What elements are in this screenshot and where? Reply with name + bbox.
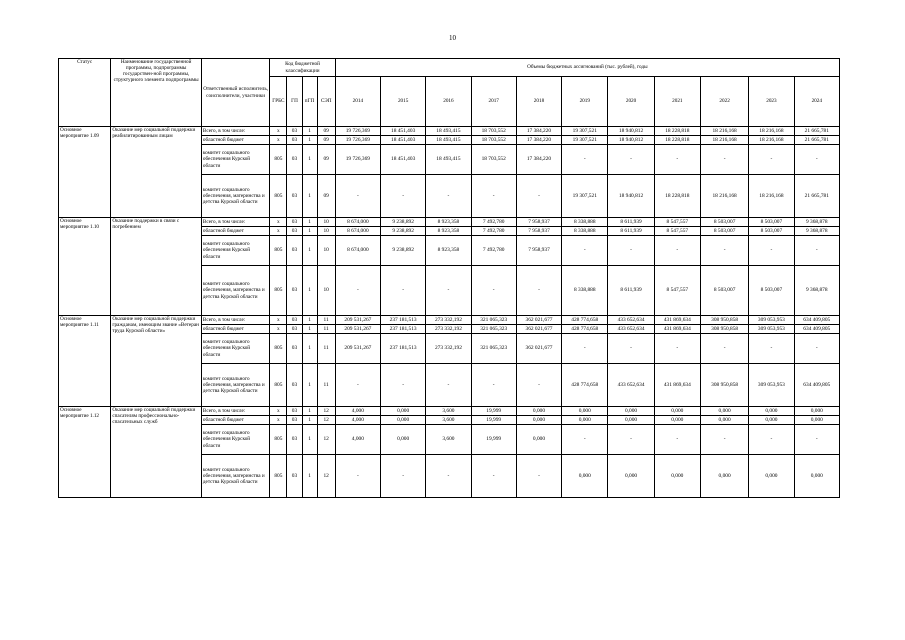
value-cell-2014: 4,000 [335, 425, 380, 455]
value-cell-2018: 0,000 [516, 407, 561, 416]
code-cell: 1 [302, 334, 317, 364]
participant-cell: областной бюджет [201, 325, 269, 334]
measure-name: Оказание поддержки в связи с погребением [111, 218, 202, 316]
code-cell: 805 [270, 175, 287, 218]
code-cell: 03 [287, 175, 302, 218]
value-cell-2015: 237 181,513 [381, 334, 426, 364]
value-cell-2018: 7 958,937 [516, 236, 561, 266]
value-cell-2023: 309 053,953 [749, 316, 794, 325]
value-cell-2018: 362 021,677 [516, 325, 561, 334]
value-cell-2018: 0,000 [516, 425, 561, 455]
value-cell-2014: 19 726,369 [335, 136, 380, 145]
code-cell: 805 [270, 364, 287, 407]
value-cell-2019: 0,000 [562, 416, 608, 425]
value-cell-2019: 19 307,521 [562, 136, 608, 145]
code-cell: 03 [287, 407, 302, 416]
code-cell: 03 [287, 316, 302, 325]
value-cell-2014: 209 531,267 [335, 316, 380, 325]
participant-cell: областной бюджет [201, 227, 269, 236]
value-cell-2023: - [749, 425, 794, 455]
value-cell-2024: 21 665,781 [794, 175, 839, 218]
code-cell: 1 [302, 145, 317, 175]
code-cell: 1 [302, 455, 317, 498]
value-cell-2015: 237 181,513 [381, 325, 426, 334]
value-cell-2024: 634 409,805 [794, 316, 839, 325]
value-cell-2024: - [794, 334, 839, 364]
value-cell-2018: 17 384,220 [516, 136, 561, 145]
header-year-2018: 2018 [516, 77, 561, 127]
value-cell-2014: 4,000 [335, 416, 380, 425]
header-year-2024: 2024 [794, 77, 839, 127]
value-cell-2024: 0,000 [794, 416, 839, 425]
value-cell-2017: 18 703,552 [471, 136, 516, 145]
value-cell-2021: 8 547,557 [654, 266, 700, 316]
header-year-2014: 2014 [335, 77, 380, 127]
value-cell-2019: - [562, 236, 608, 266]
budget-table [58, 58, 840, 498]
code-cell: 09 [317, 145, 335, 175]
code-cell: 12 [317, 455, 335, 498]
measure-name: Оказание мер социальной поддержки реабилитированным лицам [111, 127, 202, 218]
value-cell-2021: - [654, 334, 700, 364]
value-cell-2014: 19 726,369 [335, 145, 380, 175]
value-cell-2024: 9 368,878 [794, 227, 839, 236]
value-cell-2019: - [562, 425, 608, 455]
table-row [59, 407, 840, 416]
code-cell: 09 [317, 175, 335, 218]
value-cell-2017: 7 492,780 [471, 218, 516, 227]
value-cell-2018: 362 021,677 [516, 316, 561, 325]
value-cell-2021: 431 869,634 [654, 316, 700, 325]
value-cell-2017: 19,999 [471, 425, 516, 455]
value-cell-2024: 21 665,781 [794, 127, 839, 136]
code-cell: х [270, 127, 287, 136]
code-cell: 09 [317, 127, 335, 136]
value-cell-2020: - [608, 236, 654, 266]
code-cell: 11 [317, 325, 335, 334]
value-cell-2022: 8 503,007 [700, 218, 748, 227]
value-cell-2015: 18 451,403 [381, 136, 426, 145]
value-cell-2017: 18 703,552 [471, 145, 516, 175]
header-name: Наименование государственной программы, подпрограммы государствен-ной программы, структурного элемента подпрограммы [111, 59, 202, 127]
participant-cell: комитет социального обеспечения, материнства и детства Курской области [201, 455, 269, 498]
value-cell-2018: 362 021,677 [516, 334, 561, 364]
value-cell-2015: - [381, 175, 426, 218]
value-cell-2019: - [562, 145, 608, 175]
measure-status: Основное мероприятие 1.12 [59, 407, 111, 498]
header-status: Статус [59, 59, 111, 127]
value-cell-2015: 0,000 [381, 407, 426, 416]
value-cell-2016: 3,600 [426, 407, 471, 416]
value-cell-2019: - [562, 334, 608, 364]
value-cell-2016: 273 332,192 [426, 325, 471, 334]
table-body [59, 127, 840, 498]
value-cell-2023: 0,000 [749, 455, 794, 498]
value-cell-2022: 18 216,168 [700, 136, 748, 145]
value-cell-2017: 19,999 [471, 407, 516, 416]
code-cell: 03 [287, 334, 302, 364]
code-cell: 10 [317, 218, 335, 227]
value-cell-2016: 3,600 [426, 425, 471, 455]
code-cell: 1 [302, 175, 317, 218]
value-cell-2022: - [700, 145, 748, 175]
table-row [59, 218, 840, 227]
value-cell-2017: - [471, 175, 516, 218]
value-cell-2014: 209 531,267 [335, 334, 380, 364]
value-cell-2015: 9 238,892 [381, 227, 426, 236]
participant-cell: Всего, в том числе: [201, 316, 269, 325]
value-cell-2023: 8 503,007 [749, 218, 794, 227]
value-cell-2018: 17 384,220 [516, 127, 561, 136]
value-cell-2023: 18 216,168 [749, 136, 794, 145]
code-cell: 805 [270, 455, 287, 498]
value-cell-2023: 0,000 [749, 416, 794, 425]
value-cell-2020: - [608, 425, 654, 455]
value-cell-2021: 8 547,557 [654, 227, 700, 236]
value-cell-2014: 8 674,000 [335, 236, 380, 266]
participant-cell: Всего, в том числе: [201, 218, 269, 227]
code-cell: х [270, 227, 287, 236]
participant-cell: комитет социального обеспечения Курской области [201, 236, 269, 266]
value-cell-2016: 18 493,415 [426, 145, 471, 175]
header-code-2: пГП [302, 77, 317, 127]
value-cell-2020: 8 611,939 [608, 227, 654, 236]
value-cell-2021: - [654, 145, 700, 175]
value-cell-2016: 18 493,415 [426, 127, 471, 136]
value-cell-2024: - [794, 145, 839, 175]
value-cell-2024: 9 368,878 [794, 218, 839, 227]
value-cell-2016: 8 923,358 [426, 218, 471, 227]
header-year-2023: 2023 [749, 77, 794, 127]
value-cell-2017: 7 492,780 [471, 236, 516, 266]
value-cell-2023: 0,000 [749, 407, 794, 416]
value-cell-2021: - [654, 425, 700, 455]
code-cell: 1 [302, 236, 317, 266]
code-cell: 03 [287, 416, 302, 425]
value-cell-2015: 9 238,892 [381, 236, 426, 266]
value-cell-2018: 7 958,937 [516, 227, 561, 236]
code-cell: х [270, 407, 287, 416]
participant-cell: комитет социального обеспечения Курской области [201, 334, 269, 364]
value-cell-2018: - [516, 175, 561, 218]
value-cell-2020: 433 652,634 [608, 316, 654, 325]
value-cell-2015: 237 181,513 [381, 316, 426, 325]
value-cell-2021: 18 228,818 [654, 136, 700, 145]
value-cell-2023: - [749, 334, 794, 364]
value-cell-2022: 308 950,858 [700, 316, 748, 325]
code-cell: 03 [287, 425, 302, 455]
value-cell-2017: 18 703,552 [471, 127, 516, 136]
value-cell-2023: 8 503,007 [749, 227, 794, 236]
value-cell-2021: - [654, 236, 700, 266]
value-cell-2022: 18 216,168 [700, 175, 748, 218]
value-cell-2016: - [426, 175, 471, 218]
value-cell-2017: 321 065,323 [471, 325, 516, 334]
measure-status: Основное мероприятие 1.10 [59, 218, 111, 316]
value-cell-2014: 19 726,369 [335, 127, 380, 136]
code-cell: 805 [270, 425, 287, 455]
measure-name: Оказание мер социальной поддержки спасателям профессионально-спасательных служб [111, 407, 202, 498]
value-cell-2024: 634 409,805 [794, 325, 839, 334]
code-cell: 805 [270, 145, 287, 175]
value-cell-2018: 0,000 [516, 416, 561, 425]
value-cell-2016: - [426, 364, 471, 407]
code-cell: 03 [287, 325, 302, 334]
value-cell-2015: 0,000 [381, 416, 426, 425]
value-cell-2016: 8 923,358 [426, 236, 471, 266]
value-cell-2020: 0,000 [608, 416, 654, 425]
value-cell-2022: 8 503,007 [700, 227, 748, 236]
code-cell: х [270, 316, 287, 325]
participant-cell: комитет социального обеспечения, материнства и детства Курской области [201, 364, 269, 407]
value-cell-2022: 0,000 [700, 407, 748, 416]
value-cell-2019: 428 774,658 [562, 316, 608, 325]
code-cell: 1 [302, 127, 317, 136]
header-year-2022: 2022 [700, 77, 748, 127]
value-cell-2021: 18 228,818 [654, 175, 700, 218]
value-cell-2016: 18 493,415 [426, 136, 471, 145]
value-cell-2024: - [794, 425, 839, 455]
value-cell-2015: - [381, 364, 426, 407]
participant-cell: комитет социального обеспечения, материнства и детства Курской области [201, 175, 269, 218]
header-year-2017: 2017 [471, 77, 516, 127]
code-cell: х [270, 325, 287, 334]
code-cell: 03 [287, 266, 302, 316]
value-cell-2024: 0,000 [794, 407, 839, 416]
code-cell: 03 [287, 455, 302, 498]
table-header [59, 59, 840, 127]
value-cell-2019: 428 774,658 [562, 325, 608, 334]
value-cell-2017: 19,999 [471, 416, 516, 425]
code-cell: х [270, 218, 287, 227]
value-cell-2020: 0,000 [608, 455, 654, 498]
code-cell: 11 [317, 334, 335, 364]
value-cell-2024: 9 368,878 [794, 266, 839, 316]
header-year-2019: 2019 [562, 77, 608, 127]
value-cell-2020: 433 652,634 [608, 364, 654, 407]
value-cell-2014: - [335, 175, 380, 218]
code-cell: 12 [317, 416, 335, 425]
value-cell-2016: 3,600 [426, 416, 471, 425]
header-year-2021: 2021 [654, 77, 700, 127]
value-cell-2014: - [335, 266, 380, 316]
code-cell: 805 [270, 236, 287, 266]
value-cell-2017: 321 065,323 [471, 334, 516, 364]
value-cell-2018: - [516, 364, 561, 407]
value-cell-2023: - [749, 236, 794, 266]
header-year-2015: 2015 [381, 77, 426, 127]
value-cell-2022: - [700, 334, 748, 364]
value-cell-2021: 18 228,818 [654, 127, 700, 136]
code-cell: 1 [302, 407, 317, 416]
value-cell-2024: 21 665,781 [794, 136, 839, 145]
participant-cell: Всего, в том числе: [201, 127, 269, 136]
code-cell: 805 [270, 334, 287, 364]
value-cell-2019: 19 307,521 [562, 175, 608, 218]
value-cell-2022: 18 216,168 [700, 127, 748, 136]
measure-status: Основное мероприятие 1.09 [59, 127, 111, 218]
value-cell-2017: - [471, 364, 516, 407]
value-cell-2019: 8 338,888 [562, 227, 608, 236]
code-cell: 1 [302, 316, 317, 325]
value-cell-2020: 433 652,634 [608, 325, 654, 334]
participant-cell: комитет социального обеспечения Курской области [201, 425, 269, 455]
value-cell-2014: 209 531,267 [335, 325, 380, 334]
value-cell-2020: 8 611,939 [608, 266, 654, 316]
value-cell-2021: 431 869,634 [654, 364, 700, 407]
code-cell: 03 [287, 364, 302, 407]
value-cell-2023: 309 053,953 [749, 325, 794, 334]
value-cell-2018: 17 384,220 [516, 145, 561, 175]
code-cell: 1 [302, 325, 317, 334]
measure-name: Оказание мер социальной поддержки гражданам, имеющим звание «Ветеран труда Курской области» [111, 316, 202, 407]
value-cell-2015: 9 238,892 [381, 218, 426, 227]
participant-cell: комитет социального обеспечения, материнства и детства Курской области [201, 266, 269, 316]
code-cell: 09 [317, 136, 335, 145]
value-cell-2022: 0,000 [700, 416, 748, 425]
value-cell-2022: - [700, 236, 748, 266]
value-cell-2017: - [471, 266, 516, 316]
code-cell: 11 [317, 316, 335, 325]
value-cell-2023: 309 053,953 [749, 364, 794, 407]
value-cell-2014: 8 674,000 [335, 218, 380, 227]
code-cell: 12 [317, 407, 335, 416]
value-cell-2019: 0,000 [562, 455, 608, 498]
value-cell-2019: 8 338,888 [562, 218, 608, 227]
code-cell: 1 [302, 136, 317, 145]
code-cell: 03 [287, 236, 302, 266]
value-cell-2020: 0,000 [608, 407, 654, 416]
code-cell: 1 [302, 425, 317, 455]
value-cell-2017: 321 065,323 [471, 316, 516, 325]
value-cell-2014: - [335, 455, 380, 498]
header-code-1: ГП [287, 77, 302, 127]
value-cell-2024: 634 409,805 [794, 364, 839, 407]
code-cell: 10 [317, 266, 335, 316]
header-code-0: ГРБС [270, 77, 287, 127]
value-cell-2024: - [794, 236, 839, 266]
participant-cell: областной бюджет [201, 416, 269, 425]
value-cell-2022: 0,000 [700, 455, 748, 498]
value-cell-2020: 18 940,812 [608, 175, 654, 218]
code-cell: 1 [302, 227, 317, 236]
code-cell: 1 [302, 416, 317, 425]
value-cell-2016: 273 332,192 [426, 316, 471, 325]
value-cell-2022: 8 503,007 [700, 266, 748, 316]
value-cell-2018: - [516, 455, 561, 498]
value-cell-2022: - [700, 425, 748, 455]
value-cell-2022: 308 950,858 [700, 364, 748, 407]
code-cell: 03 [287, 127, 302, 136]
value-cell-2023: 18 216,168 [749, 127, 794, 136]
code-cell: 10 [317, 236, 335, 266]
value-cell-2023: 18 216,168 [749, 175, 794, 218]
value-cell-2014: - [335, 364, 380, 407]
header-year-2020: 2020 [608, 77, 654, 127]
code-cell: 1 [302, 266, 317, 316]
value-cell-2015: - [381, 266, 426, 316]
value-cell-2018: - [516, 266, 561, 316]
participant-cell: Всего, в том числе: [201, 407, 269, 416]
value-cell-2022: 308 950,858 [700, 325, 748, 334]
code-cell: х [270, 416, 287, 425]
value-cell-2017: 7 492,780 [471, 227, 516, 236]
table-row [59, 316, 840, 325]
value-cell-2023: - [749, 145, 794, 175]
code-cell: 1 [302, 218, 317, 227]
header-volume-group: Объемы бюджетных ассигнований (тыс. рублей), годы [335, 59, 839, 77]
page-number: 10 [449, 34, 456, 42]
value-cell-2019: 19 307,521 [562, 127, 608, 136]
value-cell-2020: - [608, 145, 654, 175]
value-cell-2020: - [608, 334, 654, 364]
value-cell-2016: - [426, 455, 471, 498]
header-code-3: СЭП [317, 77, 335, 127]
value-cell-2016: 273 332,192 [426, 334, 471, 364]
value-cell-2018: 7 958,937 [516, 218, 561, 227]
value-cell-2016: 8 923,358 [426, 227, 471, 236]
code-cell: 805 [270, 266, 287, 316]
code-cell: 03 [287, 227, 302, 236]
code-cell: 03 [287, 145, 302, 175]
value-cell-2019: 0,000 [562, 407, 608, 416]
value-cell-2014: 8 674,000 [335, 227, 380, 236]
value-cell-2021: 8 547,557 [654, 218, 700, 227]
table-row [59, 127, 840, 136]
header-code-group: Код бюджетной классификации [270, 59, 335, 77]
measure-status: Основное мероприятие 1.11 [59, 316, 111, 407]
value-cell-2017: - [471, 455, 516, 498]
value-cell-2020: 18 940,812 [608, 127, 654, 136]
value-cell-2020: 18 940,812 [608, 136, 654, 145]
header-year-2016: 2016 [426, 77, 471, 127]
code-cell: 11 [317, 364, 335, 407]
value-cell-2019: 428 774,658 [562, 364, 608, 407]
value-cell-2015: 18 451,403 [381, 127, 426, 136]
value-cell-2021: 0,000 [654, 416, 700, 425]
value-cell-2021: 431 869,634 [654, 325, 700, 334]
code-cell: 03 [287, 218, 302, 227]
participant-cell: областной бюджет [201, 136, 269, 145]
code-cell: 10 [317, 227, 335, 236]
value-cell-2016: - [426, 266, 471, 316]
value-cell-2019: 8 338,888 [562, 266, 608, 316]
value-cell-2015: - [381, 455, 426, 498]
value-cell-2020: 8 611,939 [608, 218, 654, 227]
value-cell-2021: 0,000 [654, 407, 700, 416]
code-cell: х [270, 136, 287, 145]
code-cell: 12 [317, 425, 335, 455]
value-cell-2015: 18 451,403 [381, 145, 426, 175]
value-cell-2024: 0,000 [794, 455, 839, 498]
value-cell-2021: 0,000 [654, 455, 700, 498]
code-cell: 03 [287, 136, 302, 145]
value-cell-2023: 8 503,007 [749, 266, 794, 316]
header-executor: Ответственный исполнитель, соисполнители, участники [201, 59, 269, 127]
participant-cell: комитет социального обеспечения Курской области [201, 145, 269, 175]
code-cell: 1 [302, 364, 317, 407]
value-cell-2014: 4,000 [335, 407, 380, 416]
value-cell-2015: 0,000 [381, 425, 426, 455]
